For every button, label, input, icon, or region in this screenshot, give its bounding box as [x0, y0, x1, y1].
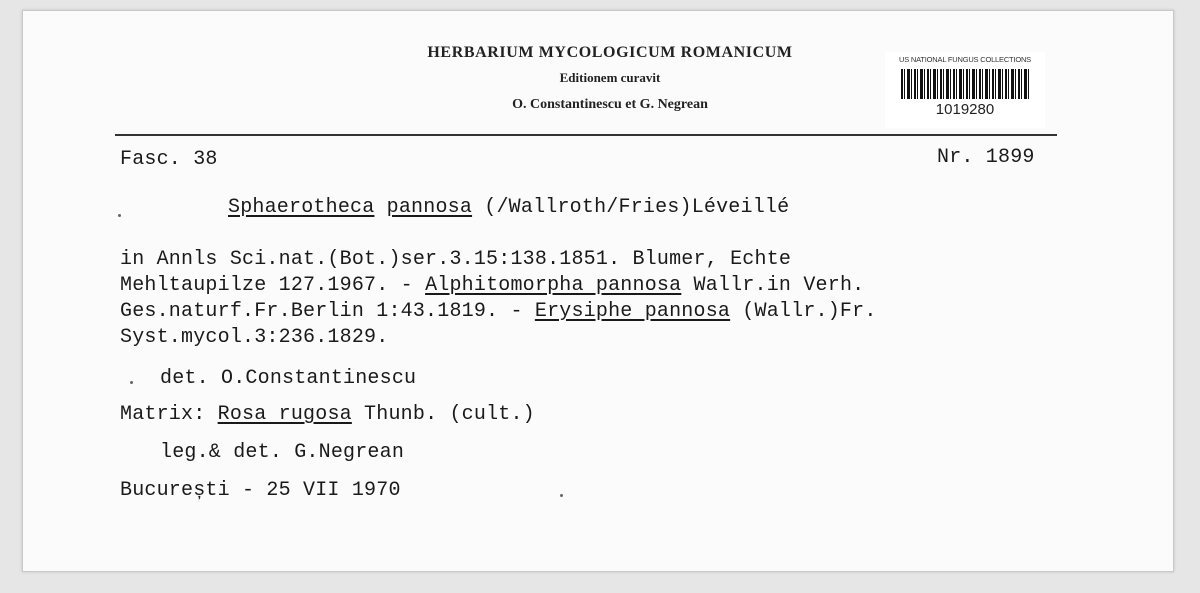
taxon-genus: Sphaerotheca — [228, 196, 375, 219]
synonym-alphitomorpha: Alphitomorpha pannosa — [425, 274, 682, 297]
matrix-suffix: Thunb. (cult.) — [351, 403, 535, 426]
reference-text: Wallr.in Verh. — [681, 274, 865, 297]
reference-line-4: Syst.mycol.3:236.1829. — [120, 326, 389, 349]
determination: det. O.Constantinescu — [160, 367, 417, 390]
herbarium-subtitle: Editionem curavit — [559, 70, 661, 85]
reference-text: Ges.naturf.Fr.Berlin 1:43.1819. - — [120, 300, 535, 323]
herbarium-title: HERBARIUM MYCOLOGICUM ROMANICUM — [427, 44, 793, 61]
matrix-host: Rosa rugosa — [217, 403, 352, 426]
synonym-erysiphe: Erysiphe pannosa — [534, 300, 731, 323]
locality-date: București - 25 VII 1970 — [120, 479, 401, 502]
collector: leg.& det. G.Negrean — [160, 441, 405, 464]
reference-text: (Wallr.)Fr. — [730, 300, 877, 323]
taxon-species: pannosa — [386, 196, 473, 219]
specimen-number: Nr. 1899 — [937, 146, 1035, 169]
barcode-number: 1019280 — [935, 101, 995, 118]
barcode-bars — [901, 69, 1029, 99]
matrix-label: Matrix: — [120, 403, 218, 426]
matrix-line — [120, 403, 535, 426]
ink-speck — [560, 494, 563, 497]
reference-line-1: in Annls Sci.nat.(Bot.)ser.3.15:138.1851. Blumer, Echte — [120, 248, 792, 271]
taxon-name — [228, 196, 789, 219]
reference-line-2 — [120, 274, 864, 297]
taxon-authority: (/Wallroth/Fries)Léveillé — [484, 196, 790, 219]
barcode-label — [885, 52, 1045, 128]
fascicle-number: Fasc. 38 — [120, 148, 218, 171]
header-rule — [115, 134, 1057, 136]
ink-speck — [130, 381, 133, 384]
barcode-caption: US NATIONAL FUNGUS COLLECTIONS — [899, 55, 1031, 64]
reference-text: Mehltaupilze 127.1967. - — [120, 274, 426, 297]
herbarium-editors: O. Constantinescu et G. Negrean — [512, 97, 708, 112]
ink-speck — [118, 214, 121, 217]
reference-line-3 — [120, 300, 877, 323]
